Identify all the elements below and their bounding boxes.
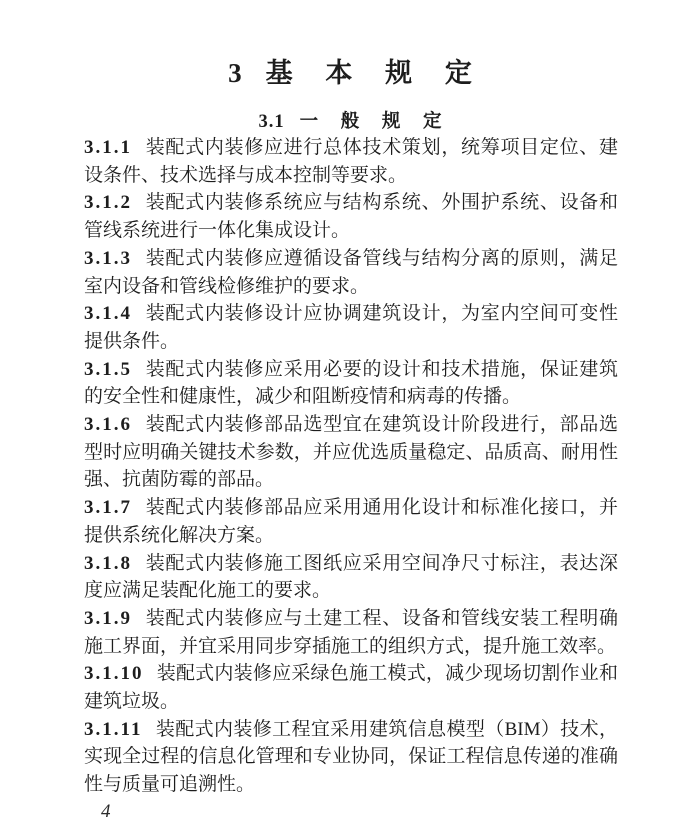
clause-text: 装配式内装修施工图纸应采用空间净尺寸标注，表达深度应满足装配化施工的要求。 xyxy=(84,552,618,602)
clause-text: 装配式内装修应与土建工程、设备和管线安装工程明确施工界面，并宜采用同步穿插施工的组织方式，提升施工效率。 xyxy=(84,607,618,657)
section-number: 3.1 xyxy=(258,112,285,133)
clause-number: 3.1.6 xyxy=(84,414,132,436)
clause-text: 装配式内装修应采绿色施工模式，减少现场切割作业和建筑垃圾。 xyxy=(84,663,618,713)
page-number: 4 xyxy=(101,801,111,822)
clause xyxy=(84,356,618,411)
clause-number: 3.1.5 xyxy=(84,358,132,380)
clause xyxy=(84,550,618,605)
chapter-number: 3 xyxy=(228,58,244,89)
chapter-heading xyxy=(0,56,700,90)
clause xyxy=(84,300,618,355)
clause-text: 装配式内装修工程宜采用建筑信息模型（BIM）技术，实现全过程的信息化管理和专业协同，保证工程信息传递的准确性与质量可追溯性。 xyxy=(84,718,618,796)
clause xyxy=(84,716,618,799)
clause-text: 装配式内装修应进行总体技术策划，统筹项目定位、建设条件、技术选择与成本控制等要求。 xyxy=(84,137,618,186)
clause xyxy=(84,660,618,715)
clause-text: 装配式内装修设计应协调建筑设计，为室内空间可变性提供条件。 xyxy=(84,303,618,352)
clause xyxy=(84,605,618,660)
section-title: 一 般 规 定 xyxy=(299,112,451,133)
clause-number: 3.1.1 xyxy=(84,137,132,158)
clause-number: 3.1.8 xyxy=(84,552,132,574)
clause-number: 3.1.2 xyxy=(84,192,132,214)
clause-text: 装配式内装修系统应与结构系统、外围护系统、设备和管线系统进行一体化集成设计。 xyxy=(84,192,618,242)
clause-text: 装配式内装修应采用必要的设计和技术措施，保证建筑的安全性和健康性，减少和阻断疫情和病毒的传播。 xyxy=(84,358,618,408)
section-heading xyxy=(0,110,700,134)
chapter-title: 基 本 规 定 xyxy=(265,58,485,89)
clause xyxy=(84,189,618,244)
clause xyxy=(84,245,618,300)
clause-number: 3.1.9 xyxy=(84,607,132,629)
clause-number: 3.1.4 xyxy=(84,303,132,325)
clause xyxy=(84,134,618,189)
clause xyxy=(84,494,618,549)
clause xyxy=(84,411,618,494)
clause-number: 3.1.3 xyxy=(84,247,132,269)
clause-text: 装配式内装修部品应采用通用化设计和标准化接口，并提供系统化解决方案。 xyxy=(84,497,618,546)
clause-number: 3.1.11 xyxy=(84,718,143,740)
clause-number: 3.1.10 xyxy=(84,663,144,685)
clause-text: 装配式内装修部品选型宜在建筑设计阶段进行，部品选型时应明确关键技术参数，并应优选质量稳定、品质高、耐用性强、抗菌防霉的部品。 xyxy=(84,414,618,491)
clause-number: 3.1.7 xyxy=(84,497,132,519)
clause-text: 装配式内装修应遵循设备管线与结构分离的原则，满足室内设备和管线检修维护的要求。 xyxy=(84,247,618,297)
clause-list xyxy=(84,134,618,799)
